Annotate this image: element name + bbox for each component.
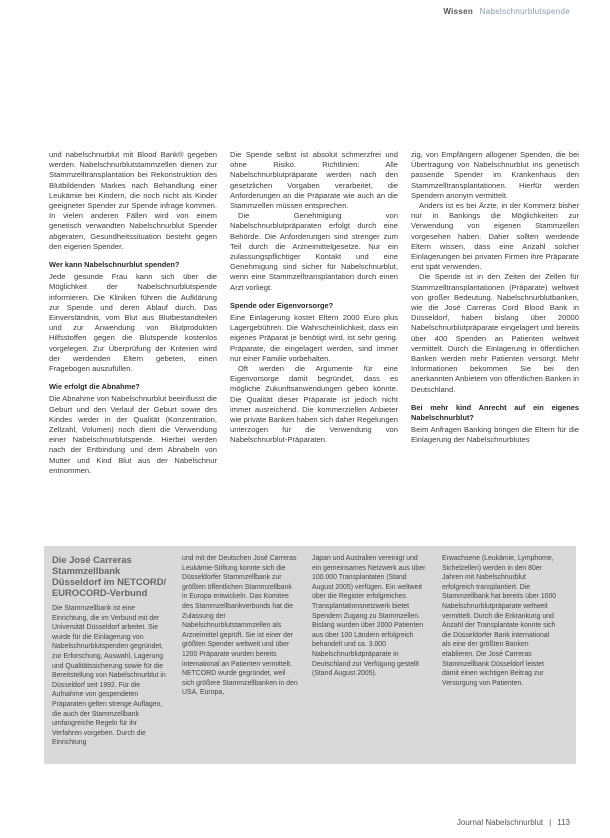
info-box-column-1 bbox=[52, 554, 168, 748]
page-footer: Journal Nabelschnurblut | 113 bbox=[456, 818, 570, 827]
text-column-1 bbox=[49, 150, 217, 476]
footer-publication: Journal Nabelschnurblut bbox=[456, 818, 544, 827]
info-box-column-2 bbox=[182, 554, 298, 698]
subheading: Bei mehr kind Anrecht auf ein eigenes Nabelschnurblut? bbox=[411, 402, 579, 423]
paragraph: Die Abnahme von Nabelschnurblut beeinflusst die Geburt und den Verlauf der Geburt sowie des Kindes weder in der Qualität (Konzentration, Zellzahl, Volumen) noch dient die Verwendung einer Nabelschnurblutspende. Hierbei werden nach der Entbindung und dem Abnabeln von Mutter und Kind Blut aus der Nabelschnur entnommen. bbox=[49, 394, 217, 475]
info-box-text: Japan und Australien vereinigt und ein gemeinsames Netzwerk aus über 100.000 Transplantaten (Stand August 2005) verfügen. Ein weltweit über die Register erfolgreiches Transplantationsnetzwerk bietet Spendern Zugang zu Stammzellen. Bislang wurden über 2000 Patienten aus über 100 Ländern erfolgreich behandelt und ca. 3.000 Nabelschnurblutpräparate in Deutschland zur Verfügung gestellt (Stand August 2005). bbox=[312, 555, 426, 678]
text-column-2 bbox=[230, 150, 398, 446]
paragraph: Anders ist es bei Ärzte, in der Kommerz bisher nur in Bankings die Möglichkeiten zur Verwendung von eigenen Stammzellen vorgesehen haben. Daher sollten werdende Eltern wissen, dass eine Anzahl solcher Einlagerungen bei privaten Firmen ihre Präparate erst spät verwenden. bbox=[411, 201, 579, 272]
subheading: Wie erfolgt die Abnahme? bbox=[49, 382, 140, 392]
info-box-text: und mit der Deutschen José Carreras Leukämie-Stiftung konnte sich die Düsseldorfer Stammzellbank zur größten öffentlichen Stammzellbank in Europa entwickeln. Das Komitee des Stammzellbankverbunds hat die Zulassung der Nabelschnurblutstammzellen als Arzneimittel geprüft. Sie ist einer der größten Spender weltweit und über 1200 Präparate wurden bereits international an Patienten vermittelt. NETCORD wurde gegründet, weil sich größere Stammzellbanken in den USA, Europa, bbox=[182, 555, 298, 697]
text-column-3 bbox=[411, 150, 579, 446]
info-box-column-4 bbox=[442, 554, 558, 688]
info-box-column-3 bbox=[312, 554, 428, 679]
paragraph: Jede gesunde Frau kann sich über die Möglichkeit der Nabelschnurblutspende informieren. Die Kliniken führen die Aufklärung zur Spende und deren Ablauf durch. Das Einverständnis, vom Blut aus Blutbestandteilen und zur Anwendung von Blutprodukten Hilfsstoffen gegen die Blutspende kostenlos vorgelegen. Zur Überprüfung der Kriterien wird der werdenden Eltern gebeten, einen Fragebogen auszufüllen. bbox=[49, 272, 217, 374]
subheading: Spende oder Eigenvorsorge? bbox=[230, 300, 334, 310]
info-box-text: Erwachsene (Leukämie, Lymphome, Sichelzellen) werden in den 80er Jahren mit Nabelschnurblut erfolgreich transplantiert. Die Stammzellbank hat bereits über 1000 Nabelschnurblutpräparate weltweit vermittelt. Durch die Erkrankung und Anzahl der Transplantate konnte sich die Düsseldorfer Bank international als eine der größten Banken etablieren. Die José Carreras Stammzellbank Düsseldorf leistet damit einen wichtigen Beitrag zur Versorgung von Patienten. bbox=[442, 555, 557, 687]
subheading: Wer kann Nabelschnurblut spenden? bbox=[49, 260, 180, 270]
paragraph: Beim Anfragen Banking bringen die Eltern für die Einlagerung der Nabelschnurblutes bbox=[411, 425, 579, 445]
info-box-text: Die Stammzellbank ist eine Einrichtung, die im Verbund mit der Universität Düsseldorf arbeitet. Sie wurde für die Einlagerung von Nabelschnurblutspenden gegründet, zur Erforschung, Auswahl, Lagerung und Qualitätssicherung sowie für die Bereitstellung von Nabelschnurblut in Düsseldorf seit 1992. Für die Aufnahme von gespendeten Präparaten gelten strenge Auflagen, die auch der Stammzellbank umfangreiche Regeln für ihr Verfahren vorgeben. Durch die Einrichtung bbox=[52, 605, 166, 747]
header-topic: Nabelschnurblutspende bbox=[479, 7, 570, 16]
page-number: 113 bbox=[557, 818, 570, 827]
paragraph: zig, von Empfängern allogener Spenden, die bei Übertragung von Nabelschnurblut ins genetisch passende Spender im Krankenhaus den Stammzelltransplantationen. Hierfür werden Spendern anonym vermittelt. bbox=[411, 150, 579, 200]
paragraph: Die Spende ist in den Zeiten der Zellen für Stammzelltransplantationen (Präparate) weltweit von großer Bedeutung. Nabelschnurblutbanken, wie die José Carreras Cord Blood Bank in Düsseldorf, haben bislang über 20000 Nabelschnurblutpräparate eingelagert und bereits über 400 Spenden an Patienten weltweit vermittelt. Durch die Einlagerung in öffentlichen Banken werden mehr Patienten versorgt. Mehr Informationen bekommen Sie bei den anerkannten Anbietern von öffentlichen Banken in Deutschland. bbox=[411, 272, 579, 394]
paragraph: Die Genehmigung von Nabelschnurblutpräparaten erfolgt durch eine Behörde. Die Anforderungen sind strenger zum Teil durch die Arzneimittelgesetze. Nur ein zulassungspflichtiger Kontakt und eine Genehmigung sind sicher für Nabelschnurblut, wenn eine Stammzelltransplantation durch einen Arzt vorliegt. bbox=[230, 211, 398, 292]
header-section: Wissen bbox=[443, 7, 474, 16]
paragraph: Die Spende selbst ist absolut schmerzfrei und ohne Risiko. Richtlinien: Alle Nabelschnurblutpräparate werden nach den gesetzlichen Vorgaben verarbeitet, die Anforderungen an die Präparate wie auch an die Stammzellen müssen entsprechen. bbox=[230, 150, 398, 211]
running-header bbox=[443, 7, 570, 16]
paragraph: Oft werden die Argumente für eine Eigenvorsorge damit begründet, dass es mögliche Zukunftsanwendungen geben könnte. Die Qualität dieser Präparate ist jedoch nicht immer ausreichend. Die kommerziellen Anbieter wie private Banken haben sich daher Regelungen unterzogen für die Verwendung von Nabelschnurblut-Präparaten. bbox=[230, 364, 398, 445]
paragraph: und nabelschnurblut mit Blood Bank® gegeben werden. Nabelschnurblutstammzellen dienen zur Stammzelltransplantation bei Rekonstruktion des Blutbildenden Markes nach Behandlung einer Leukämie bei Kindern, die noch nicht als Kinder geeigneter Spender zur Spende infrage kommen. In vielen anderen Fällen wird von einem genetisch verwandten Nabelschnurblut Spender abgeraten, Gesundheitssituation besteht gegen den eigenen Spender. bbox=[49, 150, 217, 251]
paragraph: Eine Einlagerung kostet Eltern 2000 Euro plus Lagergebühren. Die Wahrscheinlichkeit, dass ein eigenes Präparat je benötigt wird, ist sehr gering. Präparate, die eingelagert werden, sind immer nur einer Familie vorbehalten. bbox=[230, 313, 398, 363]
info-box-title: Die José Carreras Stammzellbank Düsseldorf im NETCORD/ EUROCORD-Verbund bbox=[52, 554, 167, 598]
info-box bbox=[44, 546, 576, 764]
